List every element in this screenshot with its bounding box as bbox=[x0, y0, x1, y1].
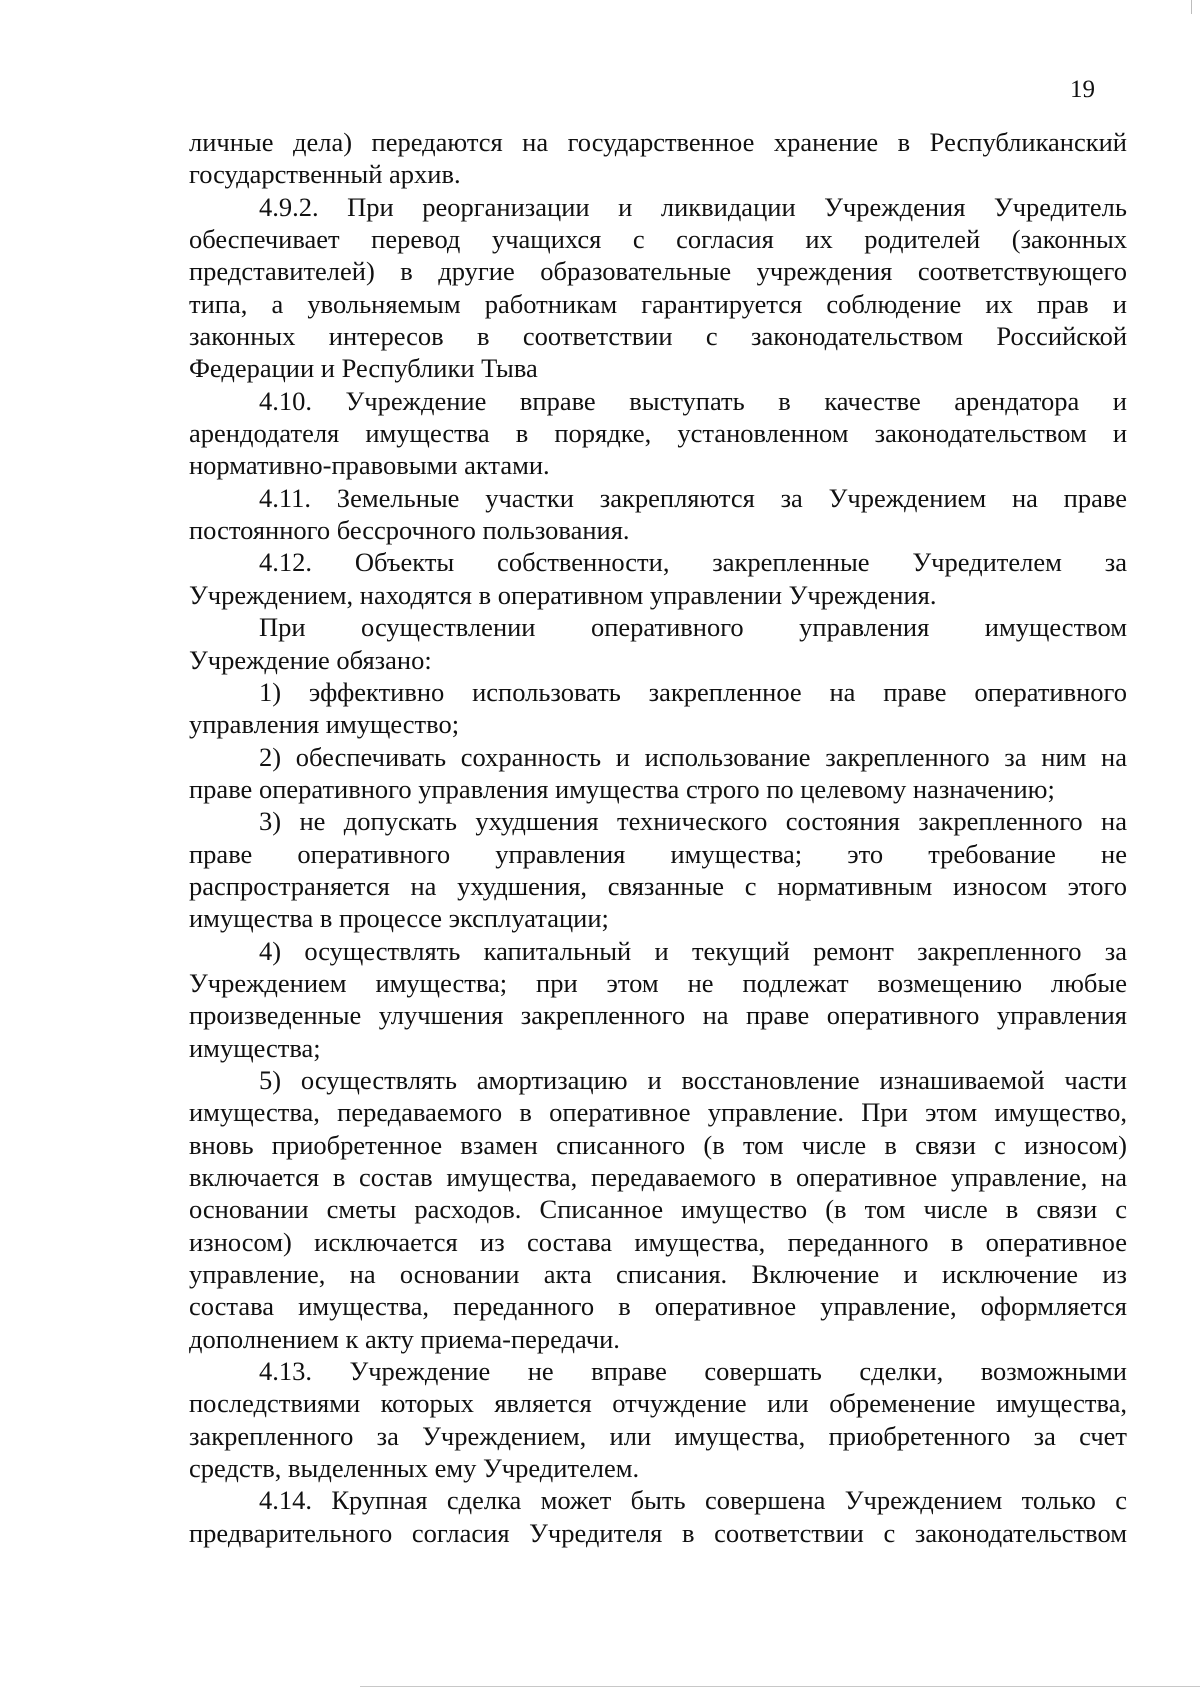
text-line: 4.10. Учреждение вправе выступать в качестве арендатора и bbox=[259, 385, 1127, 416]
text-line: 4.11. Земельные участки закрепляются за Учреждением на праве bbox=[259, 482, 1127, 513]
text-line: 4.13. Учреждение не вправе совершать сделки, возможными bbox=[259, 1356, 1127, 1387]
paragraph bbox=[189, 805, 1127, 934]
text-line: основании сметы расходов. Списанное имущество (в том числе в связи с bbox=[189, 1194, 1127, 1225]
text-line: 4) осуществлять капитальный и текущий ремонт закрепленного за bbox=[259, 935, 1127, 966]
text-line: 1) эффективно использовать закрепленное на праве оперативного bbox=[259, 676, 1127, 707]
paragraph bbox=[189, 1484, 1127, 1549]
text-line: праве оперативного управления имущества строго по целевому назначению; bbox=[189, 773, 1055, 804]
text-line: 4.12. Объекты собственности, закрепленные Учредителем за bbox=[259, 547, 1127, 578]
text-line: 3) не допускать ухудшения технического состояния закрепленного на bbox=[259, 806, 1127, 837]
paragraph bbox=[189, 546, 1127, 611]
paragraph bbox=[189, 935, 1127, 1064]
paragraph bbox=[189, 126, 1127, 191]
paragraph bbox=[189, 191, 1127, 385]
paragraph bbox=[189, 482, 1127, 547]
paragraph bbox=[189, 741, 1127, 806]
text-line: произведенные улучшения закрепленного на праве оперативного управления bbox=[189, 1000, 1127, 1031]
scan-edge-mark bbox=[1191, 0, 1192, 14]
text-line: распространяется на ухудшения, связанные с нормативным износом этого bbox=[189, 870, 1127, 901]
text-line: состава имущества, переданного в оперативное управление, оформляется bbox=[189, 1291, 1127, 1322]
text-line: дополнением к акту приема-передачи. bbox=[189, 1323, 620, 1354]
text-line: 4.14. Крупная сделка может быть совершена Учреждением только с bbox=[259, 1485, 1127, 1516]
paragraph bbox=[189, 676, 1127, 741]
text-line: нормативно-правовыми актами. bbox=[189, 450, 550, 481]
text-line: закрепленного за Учреждением, или имущества, приобретенного за счет bbox=[189, 1420, 1127, 1451]
footer-rule bbox=[360, 1686, 1200, 1687]
text-line: имущества в процессе эксплуатации; bbox=[189, 903, 609, 934]
paragraph bbox=[189, 1355, 1127, 1484]
paragraph bbox=[189, 1064, 1127, 1355]
text-line: личные дела) передаются на государственное хранение в Республиканский bbox=[189, 127, 1127, 157]
text-line: имущества; bbox=[189, 1032, 321, 1063]
text-line: включается в состав имущества, передаваемого в оперативное управление, на bbox=[189, 1162, 1127, 1192]
text-line: управление, на основании акта списания. Включение и исключение из bbox=[189, 1259, 1127, 1290]
text-line: средств, выделенных ему Учредителем. bbox=[189, 1453, 640, 1484]
text-line: праве оперативного управления имущества; это требование не bbox=[189, 838, 1127, 869]
text-line: арендодателя имущества в порядке, установленном законодательством и bbox=[189, 418, 1127, 449]
text-line: Учреждением имущества; при этом не подлежат возмещению любые bbox=[189, 967, 1127, 998]
page-number: 19 bbox=[1070, 76, 1095, 103]
text-line: 5) осуществлять амортизацию и восстановление изнашиваемой части bbox=[259, 1064, 1127, 1095]
text-line: типа, а увольняемым работникам гарантируется соблюдение их прав и bbox=[189, 288, 1127, 319]
text-line: Федерации и Республики Тыва bbox=[189, 353, 538, 384]
paragraph bbox=[189, 611, 1127, 676]
text-line: 4.9.2. При реорганизации и ликвидации Учреждения Учредитель bbox=[259, 191, 1127, 222]
paragraph bbox=[189, 385, 1127, 482]
text-line: представителей) в другие образовательные учреждения соответствующего bbox=[189, 256, 1127, 287]
text-line: последствиями которых является отчуждение или обременение имущества, bbox=[189, 1388, 1127, 1419]
text-line: постоянного бессрочного пользования. bbox=[189, 515, 630, 546]
text-line: предварительного согласия Учредителя в соответствии с законодательством bbox=[189, 1517, 1127, 1548]
text-line: имущества, передаваемого в оперативное управление. При этом имущество, bbox=[189, 1097, 1127, 1128]
text-line: 2) обеспечивать сохранность и использование закрепленного за ним на bbox=[259, 741, 1127, 772]
text-line: государственный архив. bbox=[189, 159, 461, 190]
text-line: При осуществлении оперативного управления имуществом bbox=[259, 612, 1127, 643]
text-line: износом) исключается из состава имущества, переданного в оперативное bbox=[189, 1226, 1127, 1257]
text-line: Учреждение обязано: bbox=[189, 644, 432, 675]
text-line: вновь приобретенное взамен списанного (в том числе в связи с износом) bbox=[189, 1129, 1127, 1160]
text-line: управления имущество; bbox=[189, 709, 460, 740]
document-body bbox=[189, 126, 1127, 1549]
text-line: Учреждением, находятся в оперативном управлении Учреждения. bbox=[189, 579, 937, 610]
text-line: законных интересов в соответствии с законодательством Российской bbox=[189, 321, 1127, 352]
text-line: обеспечивает перевод учащихся с согласия их родителей (законных bbox=[189, 224, 1127, 255]
